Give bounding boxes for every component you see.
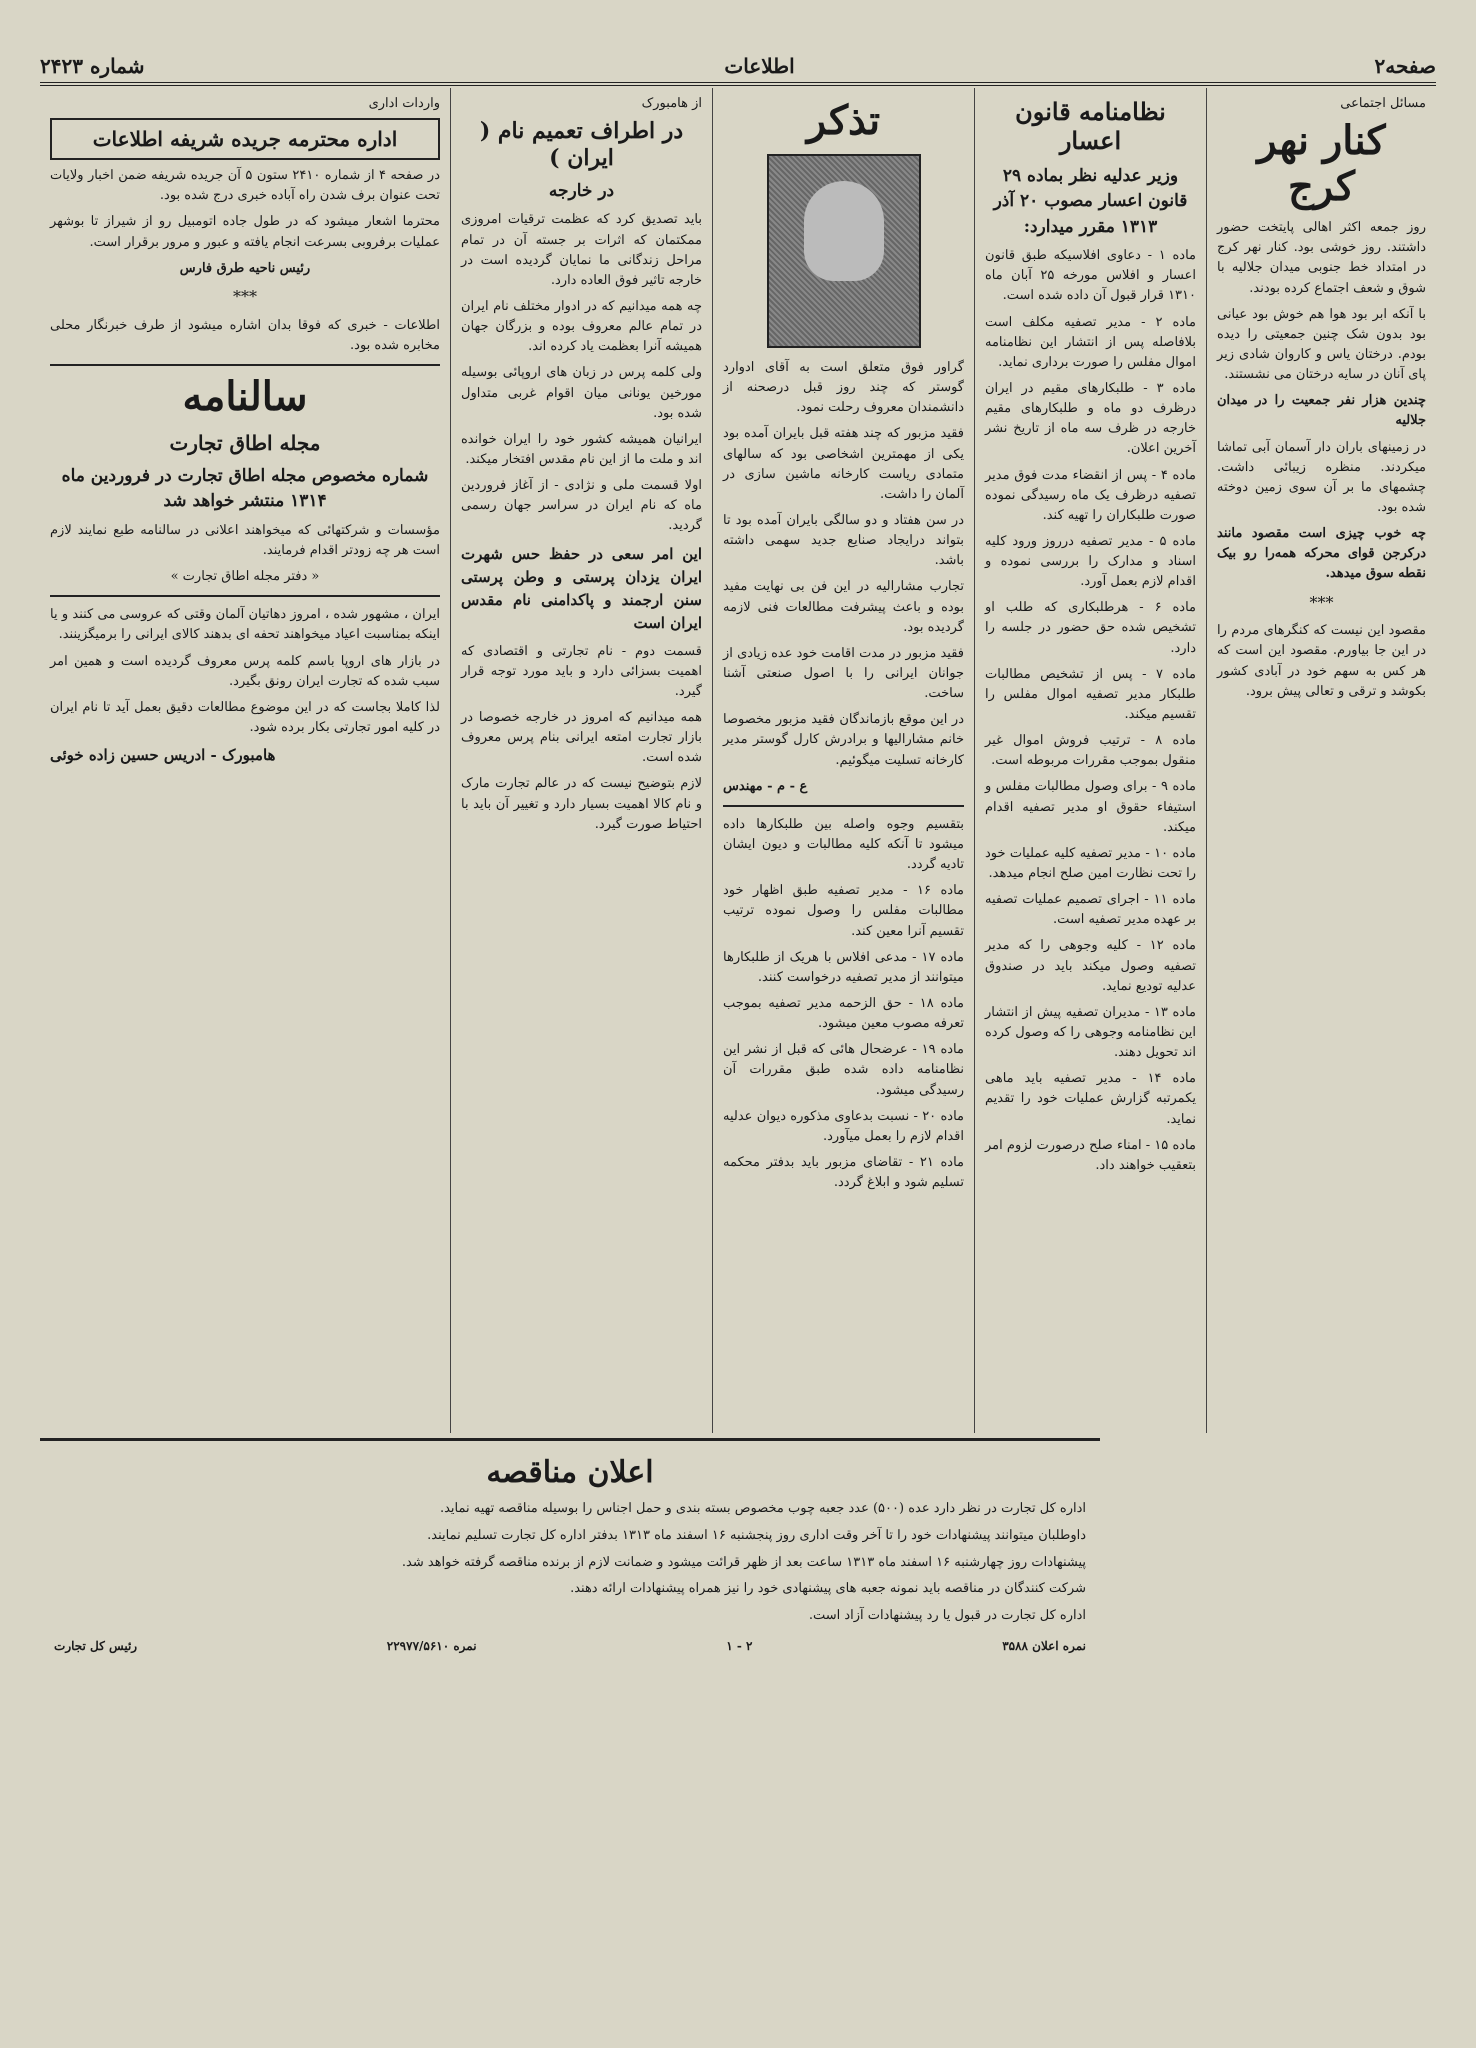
article-clause: ماده ۱۹ - عرضحال هائی که قبل از نشر این نظامنامه داده شده طبق مقررات آن رسیدگی میشود.	[723, 1042, 964, 1098]
paragraph: مؤسسات و شرکتهائی که میخواهند اعلانی در سالنامه طبع نمایند لازم است هر چه زودتر اقدام فرمایند.	[50, 522, 440, 559]
box-title: اداره محترمه جریده شریفه اطلاعات	[50, 118, 440, 160]
paragraph: در زمینهای باران دار آسمان آبی تماشا میکردند. منظره زیبائی داشت. چشمهای ما بر آن سوی زمین دوخته شده بود.	[1217, 439, 1426, 515]
editor-note: اطلاعات - خبری که فوقا بدان اشاره میشود از طرف خبرنگار محلی مخابره شده بود.	[50, 317, 440, 353]
tender-announcement	[40, 1438, 1100, 2038]
article-title: در اطراف تعمیم نام ( ایران )	[479, 118, 684, 171]
masthead	[40, 50, 1436, 86]
paragraph: لذا کاملا بجاست که در این موضوع مطالعات دقیق بعمل آید تا نام ایران در کلیه امور تجارتی بکار برده شود.	[50, 699, 440, 736]
divider	[723, 805, 964, 807]
article-clause: ماده ۱۶ - مدیر تصفیه طبق اظهار خود مطالبات مفلس را وصول نموده ترتیب تقسیم آنرا معین کند.	[723, 883, 964, 939]
paragraph: اداره کل تجارت در نظر دارد عده (۵۰۰) عدد جعبه چوب مخصوص بسته بندی و حمل اجناس را بوسیله مناقصه تهیه نماید.	[439, 1501, 1086, 1516]
column-social	[1206, 88, 1436, 1433]
article-clause: ماده ۲۱ - تقاضای مزبور باید بدفتر محکمه تسلیم شود و ابلاغ گردد.	[723, 1154, 964, 1191]
announcement-signature: رئیس کل تجارت	[54, 1638, 138, 1653]
announcement-footer	[54, 1637, 1086, 1656]
article-clause: ماده ۱۳ - مدیران تصفیه پیش از انتشار این نظامنامه وجوهی را که وصول کرده اند تحویل دهند.	[985, 1004, 1196, 1061]
column-kicker: واردات اداری	[368, 96, 440, 111]
paragraph: گراور فوق متعلق است به آقای ادوارد گوستر که چند روز قبل درصحنه از دانشمندان معروف رحلت نمود.	[723, 360, 964, 416]
paragraph: بتقسیم وجوه واصله بین طلبکارها داده میشود تا آنکه کلیه مطالبات و دیون ایشان تادیه گردد.	[723, 816, 964, 873]
paragraph: محترما اشعار میشود که در طول جاده اتومبیل رو از شیراز تا بوشهر عملیات برفروبی بسرعت انجام یافته و عبور و مرور برقرار است.	[50, 214, 440, 250]
paragraph: تجارب مشارالیه در این فن بی نهایت مفید بوده و باعث پیشرفت مطالعات فنی لازمه گردیده بود.	[723, 579, 964, 635]
paragraph: چه همه میدانیم که در ادوار مختلف نام ایران در تمام عالم معروف بوده و بزرگان جهان همیشه آنرا بعظمت یاد کرده اند.	[461, 298, 702, 355]
article-subtitle: وزیر عدلیه نظر بماده ۲۹ قانون اعسار مصوب ۲۰ آذر ۱۳۱۳ مقرر میدارد:	[993, 165, 1188, 237]
paragraph: شرکت کنندگان در مناقصه باید نمونه جعبه های پیشنهادی خود را نیز همراه پیشنهادات ارائه دهند.	[570, 1581, 1086, 1597]
yearbook-title: سالنامه	[182, 372, 308, 420]
announcement-count: ۲ - ۱	[726, 1638, 753, 1653]
column-law	[974, 88, 1206, 1433]
article-clause: ماده ۴ - پس از انقضاء مدت فوق مدیر تصفیه درظرف یک ماه رسیدگی نموده صورت طلبکاران را تهیه کند.	[985, 467, 1196, 523]
article-clause: ماده ۷ - پس از تشخیص مطالبات طلبکار مدیر تصفیه اموال مفلس را تقسیم میکند.	[985, 666, 1196, 723]
article-clause: ماده ۳ - طلبکارهای مقیم در ایران درظرف دو ماه و طلبکارهای مقیم خارجه در ظرف سه ماه از تاریخ نشر آخرین اعلان.	[985, 380, 1196, 457]
highlight-text: این امر سعی در حفظ حس شهرت ایران یزدان پرستی و وطن پرستی سنن ارجمند و پاکدامنی نام مقدس ایران است	[461, 544, 702, 633]
separator-stars: ***	[1309, 592, 1334, 612]
column-kicker: مسائل اجتماعی	[1340, 96, 1426, 111]
article-clause: ماده ۱۰ - مدیر تصفیه کلیه عملیات خود را تحت نظارت امین صلح انجام میدهد.	[985, 845, 1196, 882]
column-kicker: از هامبورک	[641, 96, 702, 111]
paragraph: باید تصدیق کرد که عظمت ترقیات امروزی ممکتمان که اثرات بر جسته آن در تمام مراحل زندگانی ما نمایان گردیده است در خارجه تاثیر فوق العاده دارد.	[461, 212, 702, 288]
paragraph: همه میدانیم که امروز در خارجه خصوصا در بازار تجارت امتعه ایرانی بنام پرس معروف شده است.	[461, 709, 702, 766]
paragraph: فقید مزبور که چند هفته قبل بایران آمده بود یکی از مهمترین اشخاصی بود که سالهای متمادی ریاست کارخانه ماشین سازی در آلمان را داشت.	[723, 426, 964, 502]
article-subtitle: در خارجه	[548, 180, 615, 201]
paragraph: ولی کلمه پرس در زبان های اروپائی بوسیله مورخین یونانی میان اقوام غربی متداول شده بود.	[461, 365, 702, 421]
author-line: هامبورک - ادریس حسین زاده خوئی	[50, 746, 276, 765]
signature: رئیس ناحیه طرق فارس	[179, 260, 311, 276]
article-clause: ماده ۹ - برای وصول مطالبات مفلس و استیفاء حقوق او مدیر تصفیه اقدام میکند.	[985, 779, 1196, 835]
yearbook-subtitle: مجله اطاق تجارت	[169, 430, 321, 455]
paragraph: با آنکه ابر بود هوا هم خوش بود عیانی بود بدون شک چنین جمعیتی را دیده بودم. درختان یاس و کاروان شادی زیر پای آنان در سایه درختان می نشستند.	[1217, 306, 1426, 383]
divider	[50, 364, 440, 366]
column-obituary	[712, 88, 974, 1433]
article-title: تذکر	[806, 97, 881, 144]
signature: ع - م - مهندس	[723, 778, 808, 794]
announcement-title: اعلان مناقصه	[486, 1455, 654, 1490]
paragraph: فقید مزبور در مدت اقامت خود عده زیادی از جوانان ایرانی را با اصول صنعتی آشنا ساخت.	[723, 645, 964, 702]
page-label: صفحه۲	[1374, 54, 1436, 78]
subheading: چه خوب چیزی است مقصود مانند درکرجن قوای محرکه همه‌را رو بیک نقطه سوق میدهد.	[1217, 526, 1426, 582]
article-clause: ماده ۶ - هرطلبکاری که طلب او تشخیص شده حق حضور در جلسه را دارد.	[985, 600, 1196, 656]
yearbook-description: شماره مخصوص مجله اطاق تجارت در فروردین ماه ۱۳۱۴ منتشر خواهد شد	[61, 465, 429, 512]
paragraph: قسمت دوم - نام تجارتی و اقتصادی که اهمیت بسزائی دارد و باید مورد توجه قرار گیرد.	[461, 643, 702, 699]
article-clause: ماده ۱۲ - کلیه وجوهی را که مدیر تصفیه وصول میکند باید در صندوق عدلیه تودیع نماید.	[985, 938, 1196, 994]
reference-number: نمره ۲۲۹۷۷/۵۶۱۰	[386, 1638, 477, 1653]
article-clause: ماده ۱ - دعاوی افلاسیکه طبق قانون اعسار و افلاس مورخه ۲۵ آبان ماه ۱۳۱۰ قرار قبول آن داده شده است.	[985, 248, 1196, 304]
paragraph: در بازار های اروپا باسم کلمه پرس معروف گردیده است و همین امر سبب شده که تجارت ایران رونق بگیرد.	[50, 653, 440, 689]
column-iran-name	[450, 88, 712, 1433]
paragraph: اولا قسمت ملی و نژادی - از آغاز فروردین ماه که نام ایران در سراسر جهان رسمی گردید.	[461, 478, 702, 534]
paragraph: در این موقع بازماندگان فقید مزبور مخصوصا خانم مشارالیها و برادرش کارل گوستر مدیر کارخانه تسلیت میگوئیم.	[723, 712, 964, 768]
portrait-photo	[767, 154, 921, 348]
paragraph: اداره کل تجارت در قبول یا رد پیشنهادات آزاد است.	[808, 1608, 1086, 1624]
paragraph: در سن هفتاد و دو سالگی بایران آمده بود تا بتواند درایجاد صنایع جدید سهمی داشته باشد.	[723, 512, 964, 569]
paragraph: پیشنهادات روز چهارشنبه ۱۶ اسفند ماه ۱۳۱۳ ساعت بعد از ظهر قرائت میشود و ضمانت لازم از برنده مناقصه گرفته خواهد شد.	[401, 1554, 1086, 1570]
paragraph: لازم بتوضیح نیست که در عالم تجارت مارک و نام کالا اهمیت بسیار دارد و تغییر آن باید با احتیاط صورت گیرد.	[461, 776, 702, 832]
announcement-number: نمره اعلان ۳۵۸۸	[1002, 1638, 1086, 1653]
article-clause: ماده ۱۱ - اجرای تصمیم عملیات تصفیه بر عهده مدیر تصفیه است.	[985, 892, 1196, 928]
article-clause: ماده ۱۷ - مدعی افلاس با هریک از طلبکارها میتوانند از مدیر تصفیه درخواست کنند.	[723, 949, 964, 985]
separator-stars: ***	[233, 286, 257, 306]
issue-number: شماره ۲۴۲۳	[40, 54, 145, 78]
highlight-text: چندین هزار نفر جمعیت را در میدان جلالیه	[1217, 393, 1426, 429]
paragraph: ایرانیان همیشه کشور خود را ایران خوانده اند و ملت ما از این نام مقدس افتخار میکند.	[461, 431, 702, 467]
divider	[50, 595, 440, 597]
article-clause: ماده ۲۰ - نسبت بدعاوی مذکوره دیوان عدلیه اقدام لازم را بعمل میآورد.	[723, 1108, 964, 1144]
article-clause: ماده ۱۴ - مدیر تصفیه باید ماهی یکمرتبه گزارش عملیات خود را تقدیم نماید.	[985, 1071, 1196, 1127]
paragraph: مقصود این نیست که کنگرهای مردم را در این جا بیاورم. مقصود این است که هر کس به سهم خود در آبادی کشور بکوشد و ترقی و تعالی پیش برود.	[1217, 623, 1426, 699]
article-clause: ماده ۱۵ - امناء صلح درصورت لزوم امر بتعقیب خواهند داد.	[985, 1137, 1196, 1173]
article-title: کنار نهر کرج	[1257, 117, 1386, 211]
paragraph: روز جمعه اکثر اهالی پایتخت حضور داشتند. روز خوشی بود. کنار نهر کرج در امتداد خط جنوبی میدان جلالیه با شوق و شعف اجتماع کرده بودند.	[1217, 220, 1426, 296]
paragraph: ایران ، مشهور شده ، امروز دهاتیان آلمان وقتی که عروسی می کنند و یا اینکه بمناسبت اعیاد میخواهند تحفه ای بدهند کالای ایرانی را برمیگزینند.	[50, 607, 440, 643]
article-title: نظامنامه قانون اعسار	[1015, 97, 1166, 155]
article-clause: ماده ۲ - مدیر تصفیه مکلف است بلافاصله پس از انتشار این نظامنامه اموال مفلس را صورت برداری نماید.	[985, 314, 1196, 370]
article-clause: ماده ۸ - ترتیب فروش اموال غیر منقول بموجب مقررات مربوطه است.	[985, 733, 1196, 769]
article-clause: ماده ۵ - مدیر تصفیه درروز ورود کلیه اسناد و مدارک را بررسی نموده و اقدام لازم بعمل آورد.	[985, 533, 1196, 590]
article-clause: ماده ۱۸ - حق الزحمه مدیر تصفیه بموجب تعرفه مصوب معین میشود.	[723, 995, 964, 1032]
paragraph: در صفحه ۴ از شماره ۲۴۱۰ ستون ۵ آن جریده شریفه ضمن اخبار ولایات تحت عنوان برف شدن راه آباده خبری درج شده بود.	[50, 168, 440, 204]
paragraph: داوطلبان میتوانند پیشنهادات خود را تا آخر وقت اداری روز پنجشنبه ۱۶ اسفند ماه ۱۳۱۳ بدفتر اداره کل تجارت تسلیم نمایند.	[427, 1527, 1086, 1543]
paper-name: اطلاعات	[724, 54, 795, 78]
yearbook-signature: « دفتر مجله اطاق تجارت »	[170, 569, 320, 585]
